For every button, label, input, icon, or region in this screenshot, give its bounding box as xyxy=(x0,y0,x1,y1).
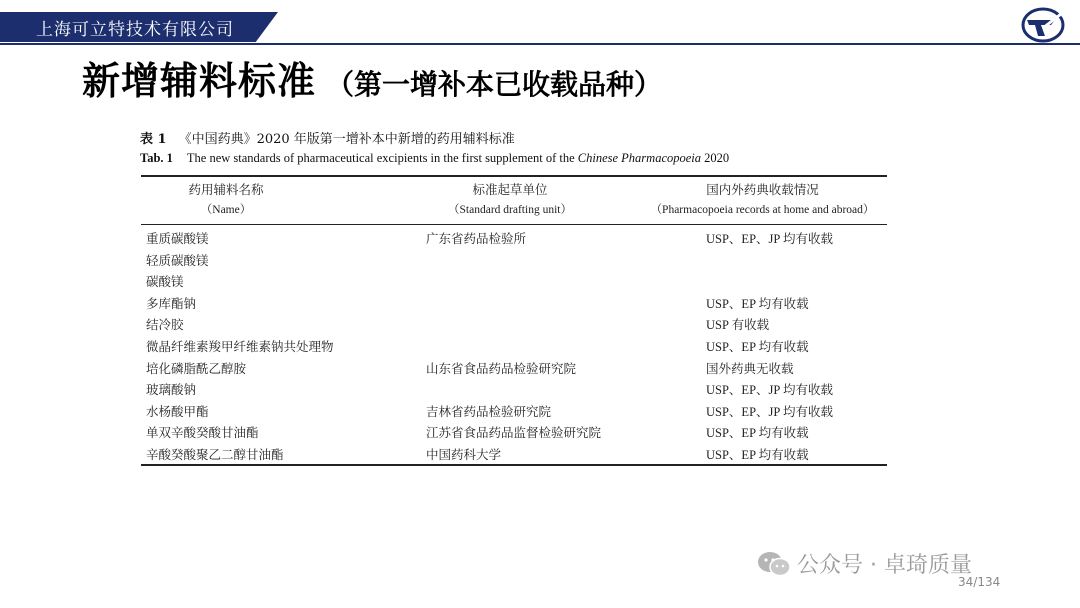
cell-name: 轻质碳酸镁 xyxy=(146,252,209,268)
table-row xyxy=(146,312,886,334)
table-row xyxy=(146,291,886,313)
header-divider xyxy=(0,43,1080,45)
cell-unit: 中国药科大学 xyxy=(426,446,502,462)
cell-unit: 江苏省食品药品监督检验研究院 xyxy=(426,425,602,441)
table-top-rule xyxy=(141,175,887,177)
table-row xyxy=(146,226,886,248)
wechat-icon xyxy=(757,551,791,577)
page-number: 34/134 xyxy=(958,575,1001,589)
cell-records: 国外药典无收载 xyxy=(706,361,794,376)
table-caption-cn xyxy=(140,128,515,147)
column-header-unit xyxy=(400,180,620,220)
table-row xyxy=(146,442,886,464)
table-bottom-rule xyxy=(141,464,887,466)
cell-name: 单双辛酸癸酸甘油酯 xyxy=(146,425,259,441)
table-row xyxy=(146,248,886,270)
table-row xyxy=(146,399,886,421)
cell-records: USP、EP 均有收载 xyxy=(706,296,809,311)
table-row xyxy=(146,420,886,442)
cell-name: 玻璃酸钠 xyxy=(146,382,197,398)
caption-en-italic: Chinese Pharmacopoeia xyxy=(577,151,702,165)
cell-name: 辛酸癸酸聚乙二醇甘油酯 xyxy=(146,446,284,462)
cell-name: 微晶纤维素羧甲纤维素钠共处理物 xyxy=(146,338,334,354)
title-sub: （第一增补本已收载品种） xyxy=(326,68,663,101)
title-main: 新增辅料标准 xyxy=(82,59,317,103)
table-header-rule xyxy=(141,224,887,225)
caption-en-text: The new standards of pharmaceutical excipients in the first supplement of the xyxy=(186,151,575,165)
cell-records: USP 有收载 xyxy=(706,318,770,333)
table-row xyxy=(146,377,886,399)
table-row xyxy=(146,334,886,356)
cell-records: USP、EP 均有收载 xyxy=(706,339,809,354)
column-header-en: （Name） xyxy=(200,204,252,216)
column-header-records xyxy=(640,180,885,220)
column-header-en: （Standard drafting unit） xyxy=(448,204,572,216)
cell-records: USP、EP、JP 均有收载 xyxy=(706,383,833,398)
cell-records: USP、EP、JP 均有收载 xyxy=(706,232,833,246)
cell-unit: 广东省药品检验所 xyxy=(426,231,527,246)
table-row xyxy=(146,356,886,378)
company-logo-icon xyxy=(1021,6,1065,44)
cell-name: 重质碳酸镁 xyxy=(146,231,209,246)
caption-cn-label: 表 1 xyxy=(140,132,167,147)
caption-cn-text: 《中国药典》2020 年版第一增补本中新增的药用辅料标准 xyxy=(178,132,515,147)
column-header-cn: 国内外药典收载情况 xyxy=(706,182,819,197)
table-caption-en xyxy=(140,151,729,166)
column-header-en: （Pharmacopoeia records at home and abroad） xyxy=(650,204,875,216)
slide-title xyxy=(82,50,662,105)
caption-en-label: Tab. 1 xyxy=(140,151,173,165)
cell-name: 结冷胶 xyxy=(146,317,184,333)
cell-name: 碳酸镁 xyxy=(146,274,184,290)
cell-name: 多库酯钠 xyxy=(146,295,197,311)
cell-name: 水杨酸甲酯 xyxy=(146,403,209,419)
company-name: 上海可立特技术有限公司 xyxy=(36,20,234,40)
caption-en-year: 2020 xyxy=(704,151,730,165)
watermark-text: 公众号 · 卓琦质量 xyxy=(797,553,972,578)
table-body xyxy=(146,226,886,464)
table-row xyxy=(146,269,886,291)
cell-records: USP、EP 均有收载 xyxy=(706,426,809,441)
column-header-cn: 标准起草单位 xyxy=(472,182,548,197)
cell-unit: 山东省食品药品检验研究院 xyxy=(426,360,577,376)
column-header-cn: 药用辅料名称 xyxy=(188,182,264,197)
column-header-name xyxy=(141,180,311,220)
cell-unit: 吉林省药品检验研究院 xyxy=(426,403,552,419)
cell-name: 培化磷脂酰乙醇胺 xyxy=(146,360,247,376)
cell-records: USP、EP 均有收载 xyxy=(706,447,809,462)
cell-records: USP、EP、JP 均有收载 xyxy=(706,404,833,419)
